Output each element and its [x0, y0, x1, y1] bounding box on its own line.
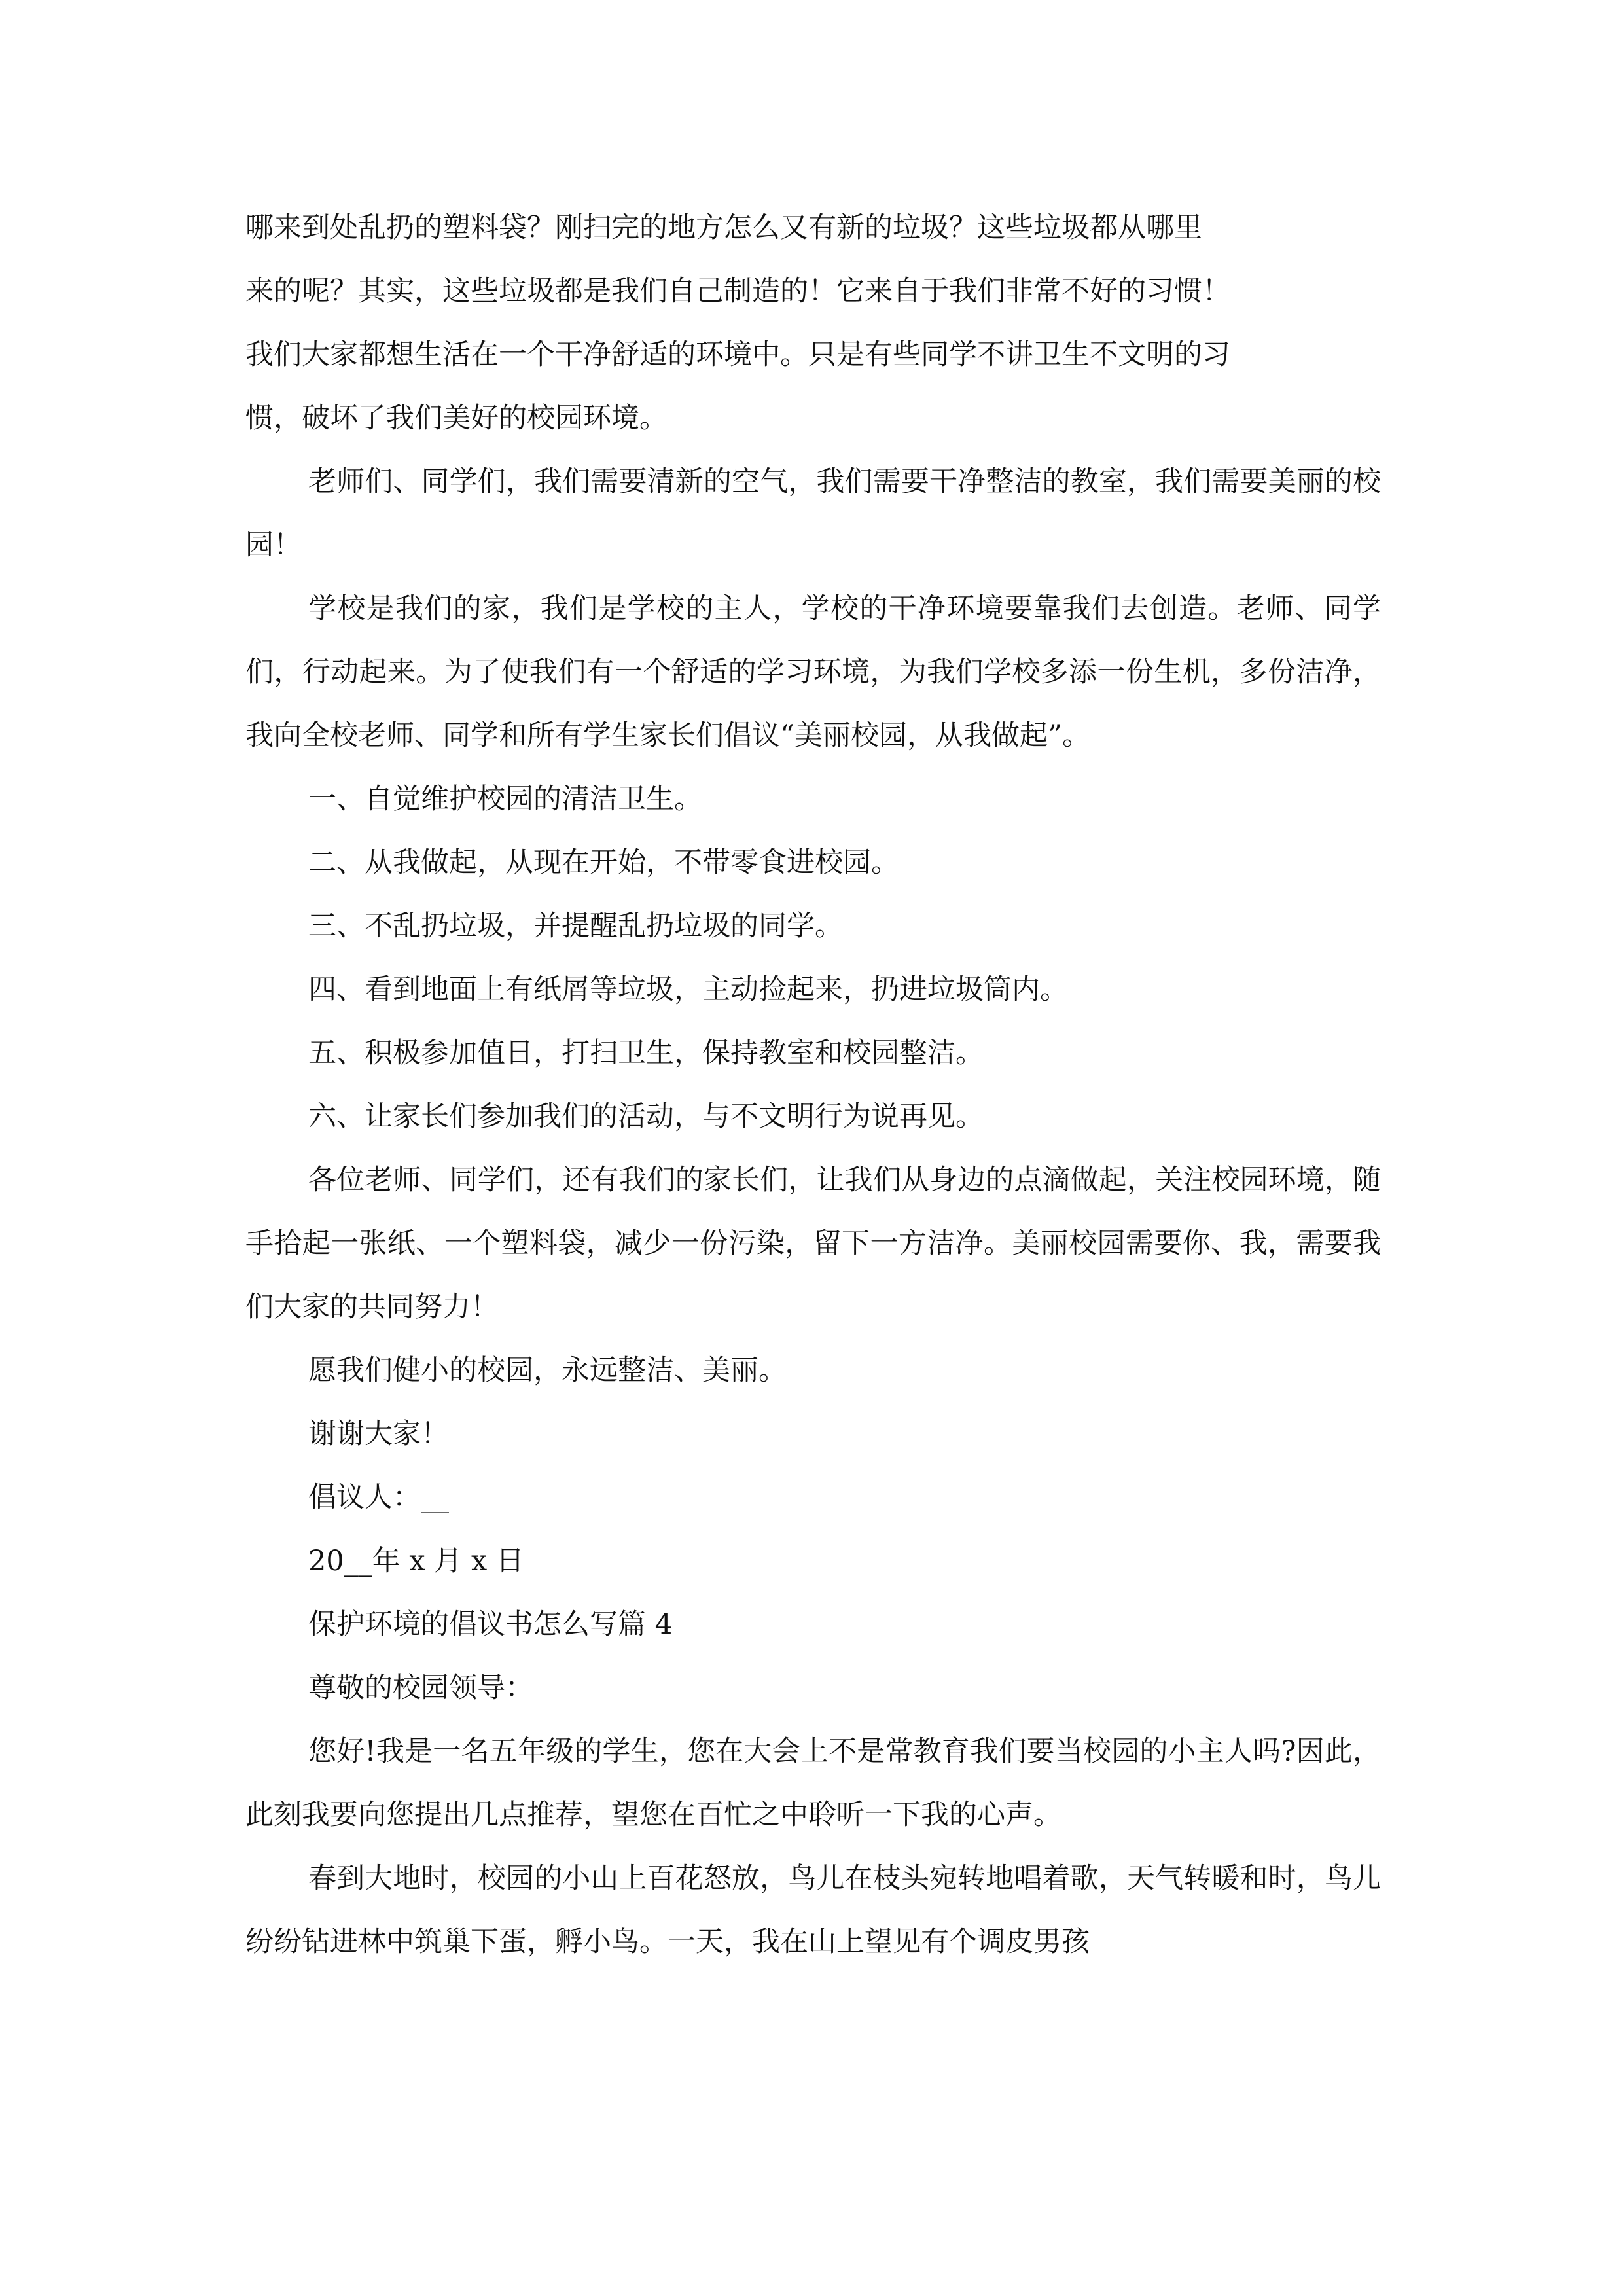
document-body: [245, 196, 1381, 1974]
list-item-6: [245, 1085, 1381, 1149]
text-line: 六、让家长们参加我们的活动，与不文明行为说再见。: [308, 1100, 984, 1133]
list-item-2: [245, 831, 1381, 895]
text-line: 份生机，多份洁净，我向全校老师、同学和所有学生家长们倡议“美丽校园，从: [245, 656, 1382, 752]
paragraph-call-to-action: [245, 1149, 1381, 1339]
text-line: 谢谢大家！: [308, 1418, 449, 1450]
list-item-1: [245, 768, 1381, 831]
text-line: 20__年 x 月 x 日: [308, 1545, 524, 1577]
paragraph-greeting: [245, 1720, 1381, 1847]
text-line: 园环境，随手拾起一张纸、一个塑料袋，减少一份污染，留下一方洁净。美丽校: [245, 1164, 1382, 1260]
paragraph-spring: [245, 1847, 1381, 1974]
text-line: 来的呢？其实，这些垃圾都是我们自己制造的！它来自于我们非常不好的习惯！: [245, 275, 1230, 308]
section-title: [245, 1593, 1381, 1657]
paragraph-school-home: [245, 577, 1381, 768]
text-line: 老师们、同学们，我们需要清新的空气，我们需要干净整洁的教室，我们需: [308, 465, 1240, 498]
salutation: [245, 1657, 1381, 1720]
paragraph-thanks: [245, 1403, 1381, 1466]
text-line: 师、同学们，行动起来。为了使我们有一个舒适的学习环境，为我们学校多添一: [245, 592, 1382, 689]
text-line: 愿我们健小的校园，永远整洁、美丽。: [308, 1354, 787, 1387]
text-line: 三、不乱扔垃圾，并提醒乱扔垃圾的同学。: [308, 910, 843, 942]
text-line: 各位老师、同学们，还有我们的家长们，让我们从身边的点滴做起，关注校: [308, 1164, 1240, 1196]
text-line: 春到大地时，校园的小山上百花怒放，鸟儿在枝头宛转地唱着歌，天气转暖: [308, 1862, 1240, 1895]
text-line: 您好!我是一名五年级的学生，您在大会上不是常教育我们要当校园的小主: [308, 1735, 1224, 1768]
text-line: 倡议人：__: [308, 1481, 449, 1514]
list-item-3: [245, 895, 1381, 958]
text-line: 园需要你、我，需要我们大家的共同努力！: [245, 1227, 1382, 1323]
text-line: 一、自觉维护校园的清洁卫生。: [308, 783, 702, 816]
date-line: [245, 1530, 1381, 1593]
paragraph-opening: [245, 196, 1381, 450]
text-line: 四、看到地面上有纸屑等垃圾，主动捡起来，扔进垃圾筒内。: [308, 973, 1068, 1006]
text-line: 哪来到处乱扔的塑料袋？刚扫完的地方怎么又有新的垃圾？这些垃圾都从哪里: [245, 211, 1202, 244]
text-line: 我们大家都想生活在一个干净舒适的环境中。只是有些同学不讲卫生不文明的习: [245, 338, 1230, 371]
text-line: 五、积极参加值日，打扫卫生，保持教室和校园整洁。: [308, 1037, 984, 1069]
text-line: 要美丽的校园！: [245, 465, 1382, 562]
list-item-4: [245, 958, 1381, 1022]
text-line: 我做起”。: [963, 719, 1090, 752]
text-line: 二、从我做起，从现在开始，不带零食进校园。: [308, 846, 899, 879]
text-line: 和时，鸟儿纷纷钻进林中筑巢下蛋，孵小鸟。一天，我在山上望见有个调皮男孩: [245, 1862, 1382, 1958]
text-line: 学校是我们的家，我们是学校的主人，学校的干净环境要靠我们去创造。老: [308, 592, 1266, 625]
text-line: 人吗?因此，此刻我要向您提出几点推荐，望您在百忙之中聆听一下我的心声。: [245, 1735, 1381, 1831]
proposer-line: [245, 1466, 1381, 1530]
paragraph-wish: [245, 1339, 1381, 1403]
text-line: 惯，破坏了我们美好的校园环境。: [245, 402, 668, 435]
paragraph-teachers: [245, 450, 1381, 577]
list-item-5: [245, 1022, 1381, 1085]
text-line: 尊敬的校园领导：: [308, 1672, 533, 1704]
text-line: 保护环境的倡议书怎么写篇 4: [308, 1608, 673, 1641]
